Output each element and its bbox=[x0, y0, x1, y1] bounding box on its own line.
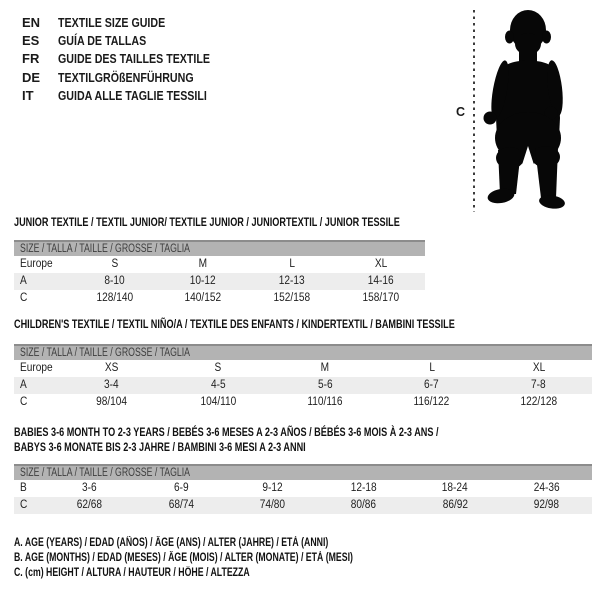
table-cell: 6-9 bbox=[173, 482, 189, 494]
row-label: A bbox=[20, 275, 27, 287]
table-cell: 116/122 bbox=[413, 396, 450, 408]
language-list bbox=[22, 14, 243, 105]
table-cell: 7-8 bbox=[531, 379, 546, 391]
table-row bbox=[14, 290, 425, 307]
row-label: A bbox=[20, 379, 27, 391]
language-label: TEXTILE SIZE GUIDE bbox=[58, 15, 166, 30]
table-cell: XS bbox=[104, 362, 119, 374]
section-title-children: CHILDREN'S TEXTILE / TEXTIL NIÑO/A / TEXTILE DES ENFANTS / KINDERTEXTIL / BAMBINI TESSILE bbox=[14, 317, 455, 331]
table-cell: S bbox=[214, 362, 222, 374]
table-cell: S bbox=[110, 258, 118, 270]
row-label: B bbox=[20, 482, 27, 494]
table-cell: XL bbox=[374, 258, 387, 270]
table-cell: 152/158 bbox=[273, 292, 311, 304]
language-row bbox=[22, 87, 243, 105]
table-cell: L bbox=[289, 258, 295, 270]
table-cell: 12-18 bbox=[350, 482, 377, 494]
table-row bbox=[14, 394, 592, 411]
height-figure bbox=[440, 0, 600, 230]
babies-size-table bbox=[14, 464, 592, 514]
table-header-bar: SIZE / TALLA / TAILLE / GRÖSSE / TAGLIA bbox=[14, 344, 592, 360]
legend bbox=[14, 536, 460, 582]
table-row bbox=[14, 480, 592, 497]
table-cell: 4-5 bbox=[210, 379, 226, 391]
language-code: ES bbox=[22, 33, 40, 49]
row-label: Europe bbox=[20, 258, 53, 270]
table-cell: 6-7 bbox=[424, 379, 440, 391]
table-header-bar: SIZE / TALLA / TAILLE / GRÖSSE / TAGLIA bbox=[14, 464, 592, 480]
table-cell: 92/98 bbox=[533, 499, 559, 511]
height-marker-label: C bbox=[456, 105, 466, 119]
legend-line-age-months: B. AGE (MONTHS) / EDAD (MESES) / ÂGE (MOIS) / ALTER (MONATE) / ETÀ (MESI) bbox=[14, 552, 353, 565]
table-cell: 9-12 bbox=[262, 482, 283, 494]
table-row bbox=[14, 377, 592, 394]
junior-size-table bbox=[14, 240, 425, 307]
language-label: GUÍA DE TALLAS bbox=[58, 33, 147, 49]
table-cell: 68/74 bbox=[168, 499, 194, 511]
language-code: DE bbox=[22, 69, 41, 85]
table-cell: 3-4 bbox=[104, 379, 119, 391]
table-cell: 128/140 bbox=[96, 292, 133, 304]
table-body bbox=[14, 360, 592, 411]
table-cell: M bbox=[320, 362, 330, 374]
legend-line-height: C. (cm) HEIGHT / ALTURA / HAUTEUR / HÖHE / ALTEZZA bbox=[14, 567, 250, 580]
table-row bbox=[14, 256, 425, 273]
table-cell: 122/128 bbox=[520, 396, 557, 408]
table-row bbox=[14, 273, 425, 290]
table-cell: L bbox=[428, 362, 435, 374]
section-title-babies: BABIES 3-6 MONTH TO 2-3 YEARS / BEBÉS 3-6 MESES A 2-3 AÑOS / BÉBÉS 3-6 MOIS À 2-3 ANS / BABYS 3-6 MONATE BIS 2-3 JAHRE / BAMBINI 3-6 MESI A 2-3 ANNI bbox=[14, 425, 439, 454]
children-size-table bbox=[14, 344, 592, 411]
table-cell: 62/68 bbox=[76, 499, 103, 511]
baby-silhouette bbox=[484, 10, 566, 210]
section-title-junior: JUNIOR TEXTILE / TEXTIL JUNIOR/ TEXTILE JUNIOR / JUNIORTEXTIL / JUNIOR TESSILE bbox=[14, 215, 400, 229]
table-cell: 24-36 bbox=[533, 482, 560, 494]
language-label: GUIDA ALLE TAGLIE TESSILI bbox=[58, 87, 207, 103]
table-cell: 8-10 bbox=[104, 275, 125, 287]
language-row bbox=[22, 32, 243, 50]
table-body bbox=[14, 256, 425, 307]
language-row bbox=[22, 69, 243, 87]
row-label: C bbox=[20, 499, 28, 511]
language-label: TEXTILGRÖßENFÜHRUNG bbox=[58, 69, 194, 85]
table-cell: 12-13 bbox=[278, 275, 305, 287]
table-cell: 14-16 bbox=[367, 275, 394, 287]
table-row bbox=[14, 497, 592, 514]
table-row bbox=[14, 360, 592, 377]
table-cell: 3-6 bbox=[82, 482, 97, 494]
language-code: EN bbox=[22, 15, 41, 30]
row-label: C bbox=[20, 292, 28, 304]
table-header-bar: SIZE / TALLA / TAILLE / GRÖSSE / TAGLIA bbox=[14, 240, 425, 256]
table-cell: 140/152 bbox=[184, 292, 222, 304]
table-cell: 86/92 bbox=[442, 499, 468, 511]
table-cell: 104/110 bbox=[200, 396, 237, 408]
row-label: C bbox=[20, 396, 28, 408]
table-cell: M bbox=[198, 258, 208, 270]
table-cell: 10-12 bbox=[190, 275, 217, 287]
legend-line-age-years: A. AGE (YEARS) / EDAD (AÑOS) / ÂGE (ANS) / ALTER (JAHRE) / ETÀ (ANNI) bbox=[14, 537, 329, 549]
language-code: FR bbox=[22, 51, 40, 67]
table-body bbox=[14, 480, 592, 514]
language-code: IT bbox=[22, 87, 34, 103]
table-cell: 74/80 bbox=[259, 499, 285, 511]
table-cell: 110/116 bbox=[307, 396, 343, 408]
table-cell: 98/104 bbox=[95, 396, 127, 408]
table-cell: XL bbox=[532, 362, 545, 374]
table-cell: 158/170 bbox=[362, 292, 399, 304]
table-cell: 5-6 bbox=[317, 379, 333, 391]
language-row bbox=[22, 50, 243, 68]
row-label: Europe bbox=[20, 362, 53, 374]
table-cell: 80/86 bbox=[350, 499, 377, 511]
table-cell: 18-24 bbox=[442, 482, 468, 494]
language-label: GUIDE DES TAILLES TEXTILE bbox=[58, 51, 211, 67]
language-row bbox=[22, 14, 243, 32]
